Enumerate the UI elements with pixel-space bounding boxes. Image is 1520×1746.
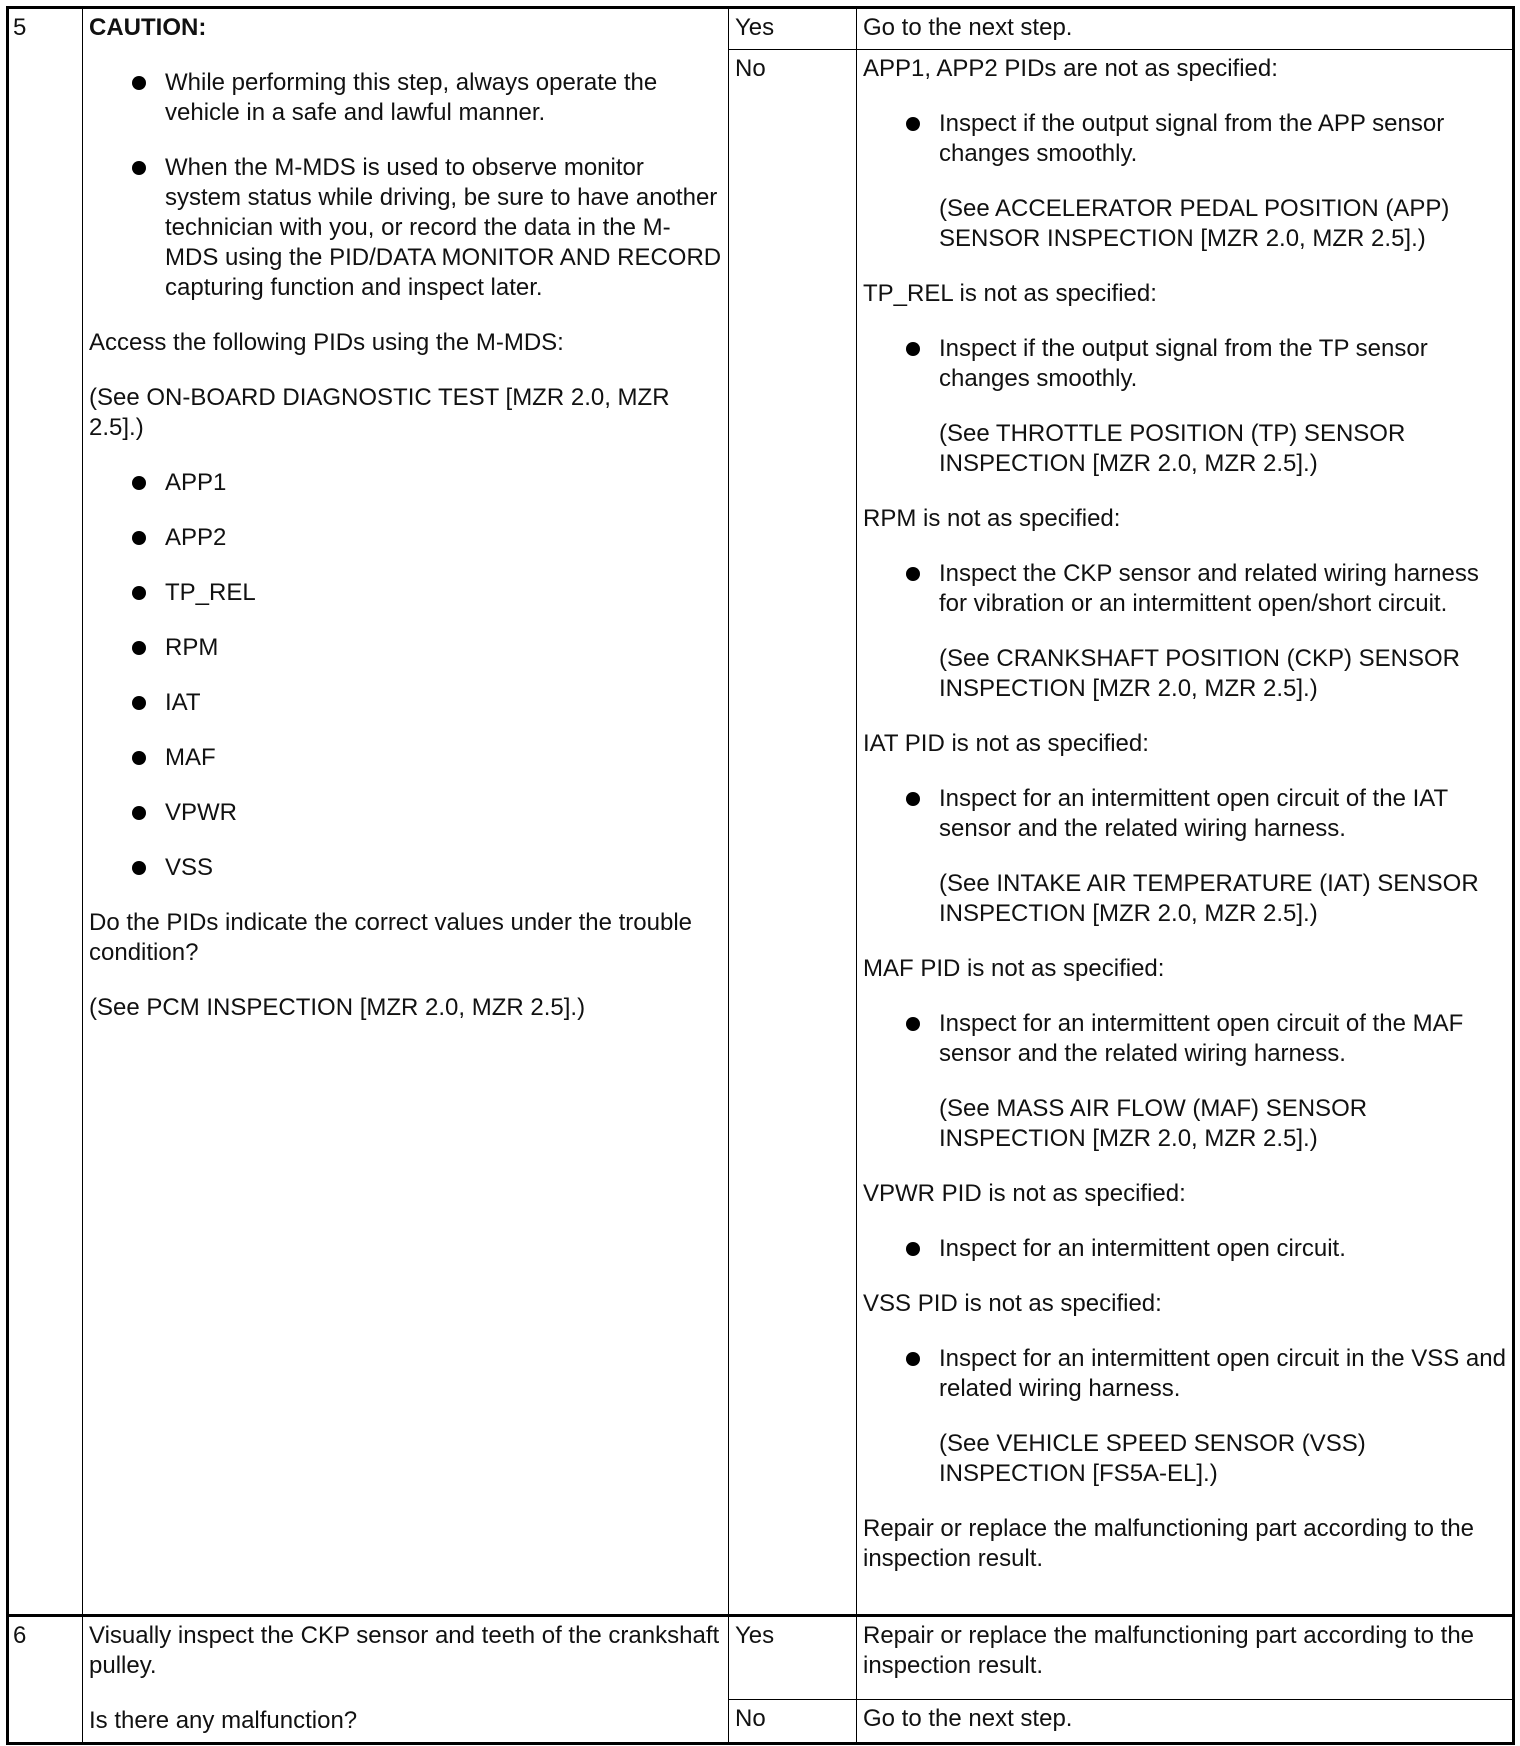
reference-link[interactable]: (See MASS AIR FLOW (MAF) SENSOR INSPECTION [MZR 2.0, MZR 2.5].) xyxy=(939,1095,1368,1152)
instruction-text: Visually inspect the CKP sensor and teeth of the crankshaft pulley. xyxy=(89,1622,720,1679)
result-label-no: No xyxy=(729,1699,857,1743)
condition-text: TP_REL is not as specified: xyxy=(863,280,1157,307)
list-item: Inspect if the output signal from the APP sensor changes smoothly. xyxy=(863,109,1506,169)
list-item: Inspect the CKP sensor and related wiring harness for vibration or an intermittent open/short circuit. xyxy=(863,559,1506,619)
access-text: Access the following PIDs using the M-MDS: xyxy=(89,329,564,356)
list-item: IAT xyxy=(89,688,722,718)
reference-link[interactable]: (See THROTTLE POSITION (TP) SENSOR INSPECTION [MZR 2.0, MZR 2.5].) xyxy=(939,420,1406,477)
list-item: MAF xyxy=(89,743,722,773)
list-item: Inspect for an intermittent open circuit in the VSS and related wiring harness. xyxy=(863,1344,1506,1404)
step-number: 5 xyxy=(8,8,83,1616)
question-text: Is there any malfunction? xyxy=(89,1707,358,1734)
list-item: Inspect for an intermittent open circuit of the IAT sensor and the related wiring harness. xyxy=(863,784,1506,844)
result-label-yes: Yes xyxy=(729,1616,857,1700)
reference-link[interactable]: (See CRANKSHAFT POSITION (CKP) SENSOR INSPECTION [MZR 2.0, MZR 2.5].) xyxy=(939,645,1460,702)
reference-link[interactable]: (See ON-BOARD DIAGNOSTIC TEST [MZR 2.0, MZR 2.5].) xyxy=(89,384,670,441)
list-item: Inspect if the output signal from the TP sensor changes smoothly. xyxy=(863,334,1506,394)
action-list xyxy=(863,109,1506,169)
caution-list xyxy=(89,68,722,303)
table-row xyxy=(8,1616,1514,1700)
list-item: Inspect for an intermittent open circuit of the MAF sensor and the related wiring harness. xyxy=(863,1009,1506,1069)
pid-list xyxy=(89,468,722,883)
result-action-no xyxy=(857,50,1514,1616)
final-action-text: Repair or replace the malfunctioning part according to the inspection result. xyxy=(863,1515,1475,1572)
result-label-yes: Yes xyxy=(729,8,857,50)
action-list xyxy=(863,1344,1506,1404)
diagnostic-procedure xyxy=(6,6,1512,1745)
step-action-cell xyxy=(83,8,729,1616)
step-number: 6 xyxy=(8,1616,83,1744)
condition-text: IAT PID is not as specified: xyxy=(863,730,1149,757)
question-text: Do the PIDs indicate the correct values under the trouble condition? xyxy=(89,909,692,966)
list-item: APP2 xyxy=(89,523,722,553)
list-item: TP_REL xyxy=(89,578,722,608)
list-item: RPM xyxy=(89,633,722,663)
action-list xyxy=(863,334,1506,394)
condition-text: RPM is not as specified: xyxy=(863,505,1121,532)
list-item: VSS xyxy=(89,853,722,883)
step-action-cell xyxy=(83,1616,729,1744)
list-item: While performing this step, always operate the vehicle in a safe and lawful manner. xyxy=(89,68,722,128)
troubleshooting-table xyxy=(6,6,1515,1745)
reference-link[interactable]: (See PCM INSPECTION [MZR 2.0, MZR 2.5].) xyxy=(89,994,586,1021)
list-item: APP1 xyxy=(89,468,722,498)
condition-text: APP1, APP2 PIDs are not as specified: xyxy=(863,55,1278,82)
condition-text: VSS PID is not as specified: xyxy=(863,1290,1162,1317)
result-action-yes: Repair or replace the malfunctioning part according to the inspection result. xyxy=(857,1616,1514,1700)
action-list xyxy=(863,559,1506,619)
caution-title: CAUTION: xyxy=(89,14,207,41)
reference-link[interactable]: (See VEHICLE SPEED SENSOR (VSS) INSPECTION [FS5A-EL].) xyxy=(939,1430,1366,1487)
result-action-no: Go to the next step. xyxy=(857,1699,1514,1743)
action-list xyxy=(863,1009,1506,1069)
action-list xyxy=(863,784,1506,844)
condition-text: MAF PID is not as specified: xyxy=(863,955,1165,982)
table-row xyxy=(8,8,1514,50)
result-label-no: No xyxy=(729,50,857,1616)
list-item: When the M-MDS is used to observe monitor system status while driving, be sure to have another technician with you, or record the data in the M-MDS using the PID/DATA MONITOR AND RECORD capturing function and inspect later. xyxy=(89,153,722,303)
action-list xyxy=(863,1234,1506,1264)
list-item: VPWR xyxy=(89,798,722,828)
condition-text: VPWR PID is not as specified: xyxy=(863,1180,1186,1207)
result-action-yes: Go to the next step. xyxy=(857,8,1514,50)
reference-link[interactable]: (See INTAKE AIR TEMPERATURE (IAT) SENSOR INSPECTION [MZR 2.0, MZR 2.5].) xyxy=(939,870,1479,927)
reference-link[interactable]: (See ACCELERATOR PEDAL POSITION (APP) SENSOR INSPECTION [MZR 2.0, MZR 2.5].) xyxy=(939,195,1450,252)
list-item: Inspect for an intermittent open circuit. xyxy=(863,1234,1506,1264)
